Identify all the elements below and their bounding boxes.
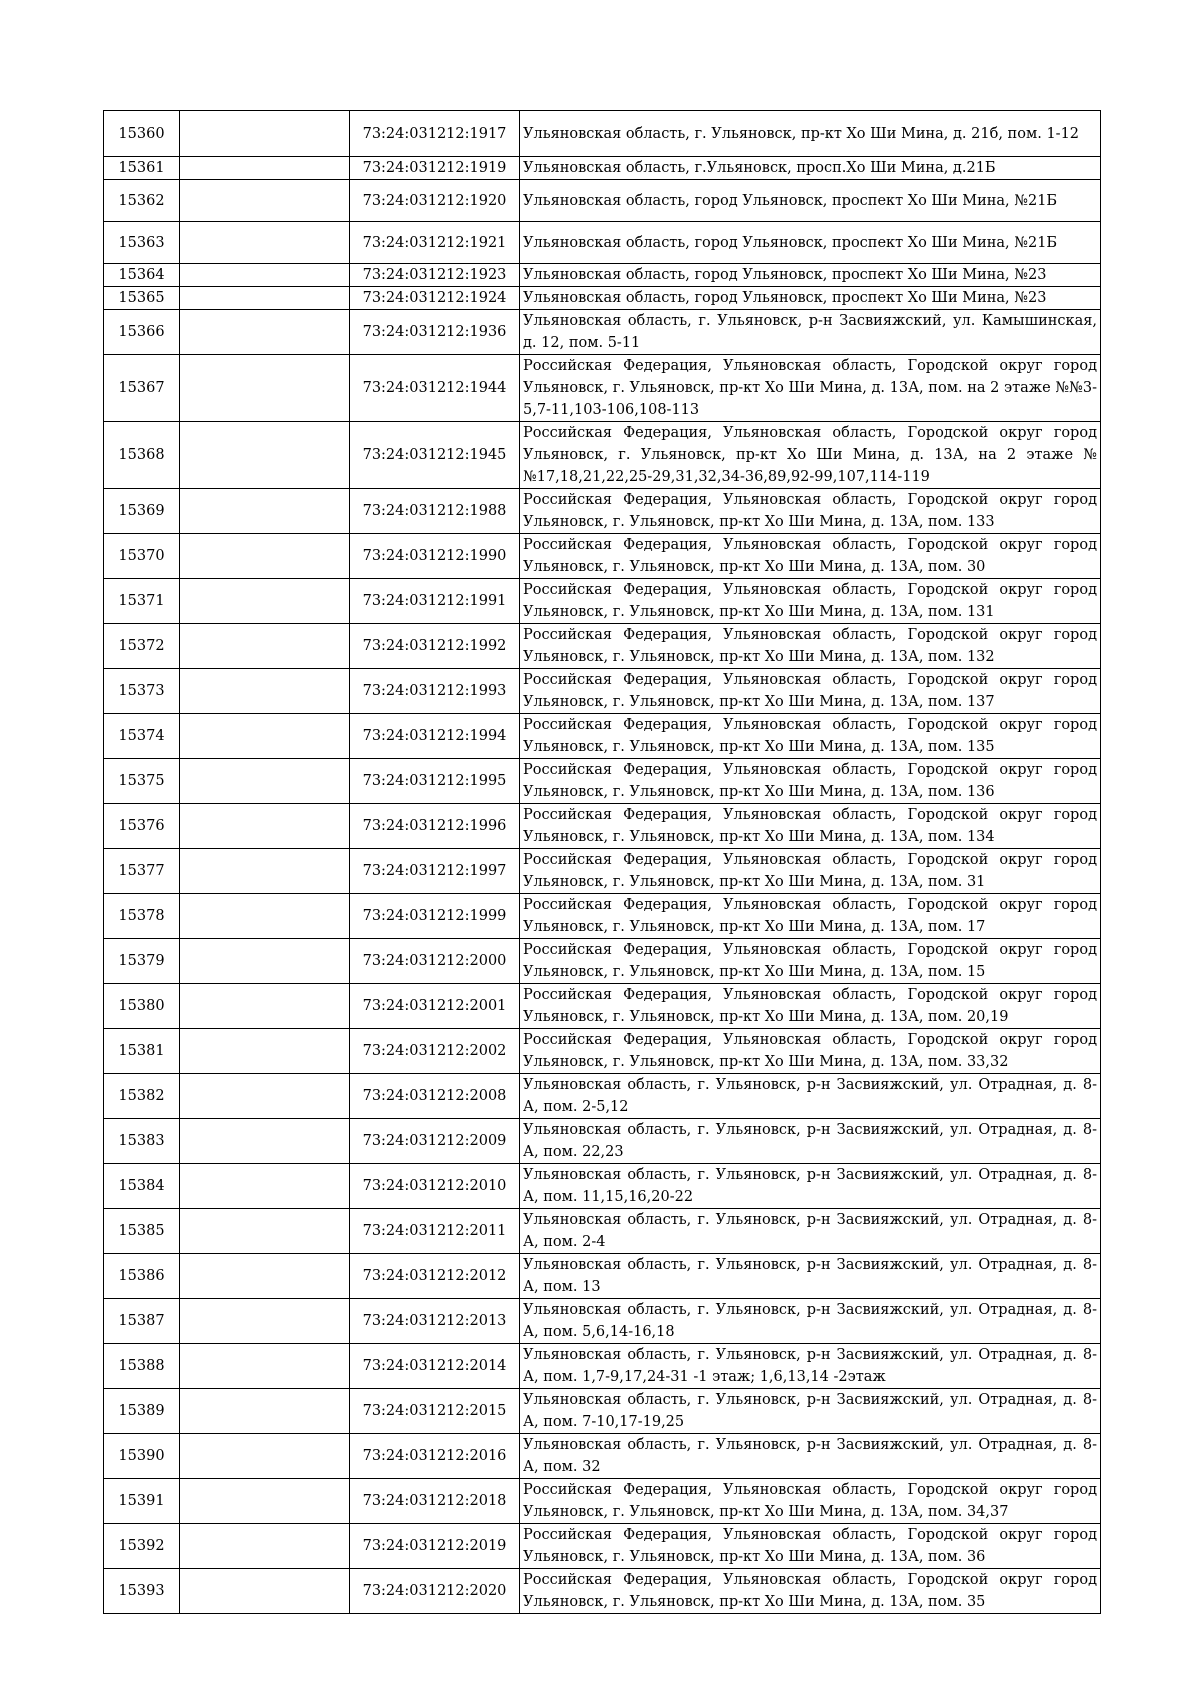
row-number-cell: 15392 bbox=[104, 1524, 180, 1569]
table-row bbox=[104, 287, 1101, 310]
table-row bbox=[104, 984, 1101, 1029]
address-cell: Ульяновская область, г. Ульяновск, р-н Засвияжский, ул. Отрадная, д. 8-А, пом. 7-10,17-19,25 bbox=[520, 1389, 1101, 1434]
row-number-cell: 15387 bbox=[104, 1299, 180, 1344]
table-row bbox=[104, 111, 1101, 157]
address-cell: Российская Федерация, Ульяновская область, Городской округ город Ульяновск, г. Ульяновск, пр-кт Хо Ши Мина, д. 13А, пом. 133 bbox=[520, 489, 1101, 534]
cadastral-number-cell: 73:24:031212:2014 bbox=[350, 1344, 520, 1389]
cadastral-number-cell: 73:24:031212:1999 bbox=[350, 894, 520, 939]
address-cell: Российская Федерация, Ульяновская область, Городской округ город Ульяновск, г. Ульяновск, пр-кт Хо Ши Мина, д. 13А, на 2 этаже №№17,18,21,22,25-29,31,32,34-36,89,92-99,107,114-119 bbox=[520, 422, 1101, 489]
empty-cell bbox=[180, 422, 350, 489]
cadastral-number-cell: 73:24:031212:1997 bbox=[350, 849, 520, 894]
empty-cell bbox=[180, 534, 350, 579]
address-cell: Ульяновская область, г. Ульяновск, р-н Засвияжский, ул. Отрадная, д. 8-А, пом. 11,15,16,20-22 bbox=[520, 1164, 1101, 1209]
table-row bbox=[104, 355, 1101, 422]
cadastral-number-cell: 73:24:031212:1990 bbox=[350, 534, 520, 579]
table-row bbox=[104, 759, 1101, 804]
row-number-cell: 15367 bbox=[104, 355, 180, 422]
cadastral-number-cell: 73:24:031212:1944 bbox=[350, 355, 520, 422]
row-number-cell: 15365 bbox=[104, 287, 180, 310]
address-cell: Российская Федерация, Ульяновская область, Городской округ город Ульяновск, г. Ульяновск, пр-кт Хо Ши Мина, д. 13А, пом. 132 bbox=[520, 624, 1101, 669]
empty-cell bbox=[180, 1164, 350, 1209]
cadastral-number-cell: 73:24:031212:1991 bbox=[350, 579, 520, 624]
row-number-cell: 15364 bbox=[104, 264, 180, 287]
address-cell: Ульяновская область, г. Ульяновск, р-н Засвияжский, ул. Отрадная, д. 8-А, пом. 2-5,12 bbox=[520, 1074, 1101, 1119]
empty-cell bbox=[180, 1299, 350, 1344]
address-cell: Ульяновская область, г. Ульяновск, р-н Засвияжский, ул. Отрадная, д. 8-А, пом. 22,23 bbox=[520, 1119, 1101, 1164]
row-number-cell: 15381 bbox=[104, 1029, 180, 1074]
cadastral-number-cell: 73:24:031212:1988 bbox=[350, 489, 520, 534]
empty-cell bbox=[180, 894, 350, 939]
address-cell: Российская Федерация, Ульяновская область, Городской округ город Ульяновск, г. Ульяновск, пр-кт Хо Ши Мина, д. 13А, пом. 20,19 bbox=[520, 984, 1101, 1029]
empty-cell bbox=[180, 310, 350, 355]
cadastral-number-cell: 73:24:031212:1921 bbox=[350, 222, 520, 264]
row-number-cell: 15388 bbox=[104, 1344, 180, 1389]
address-cell: Ульяновская область, город Ульяновск, проспект Хо Ши Мина, №23 bbox=[520, 287, 1101, 310]
row-number-cell: 15360 bbox=[104, 111, 180, 157]
row-number-cell: 15393 bbox=[104, 1569, 180, 1614]
cadastral-number-cell: 73:24:031212:2020 bbox=[350, 1569, 520, 1614]
empty-cell bbox=[180, 157, 350, 180]
cadastral-number-cell: 73:24:031212:2018 bbox=[350, 1479, 520, 1524]
empty-cell bbox=[180, 287, 350, 310]
table-row bbox=[104, 1029, 1101, 1074]
cadastral-number-cell: 73:24:031212:2015 bbox=[350, 1389, 520, 1434]
address-cell: Ульяновская область, г. Ульяновск, р-н Засвияжский, ул. Камышинская, д. 12, пом. 5-11 bbox=[520, 310, 1101, 355]
empty-cell bbox=[180, 984, 350, 1029]
empty-cell bbox=[180, 1029, 350, 1074]
address-cell: Ульяновская область, г. Ульяновск, пр-кт Хо Ши Мина, д. 21б, пом. 1-12 bbox=[520, 111, 1101, 157]
cadastral-number-cell: 73:24:031212:2011 bbox=[350, 1209, 520, 1254]
row-number-cell: 15371 bbox=[104, 579, 180, 624]
address-cell: Российская Федерация, Ульяновская область, Городской округ город Ульяновск, г. Ульяновск, пр-кт Хо Ши Мина, д. 13А, пом. 134 bbox=[520, 804, 1101, 849]
empty-cell bbox=[180, 264, 350, 287]
address-cell: Ульяновская область, город Ульяновск, проспект Хо Ши Мина, №23 bbox=[520, 264, 1101, 287]
registry-table bbox=[103, 110, 1101, 1614]
cadastral-number-cell: 73:24:031212:1945 bbox=[350, 422, 520, 489]
table-row bbox=[104, 222, 1101, 264]
address-cell: Российская Федерация, Ульяновская область, Городской округ город Ульяновск, г. Ульяновск, пр-кт Хо Ши Мина, д. 13А, пом. 35 bbox=[520, 1569, 1101, 1614]
cadastral-number-cell: 73:24:031212:1920 bbox=[350, 180, 520, 222]
registry-table-body bbox=[104, 111, 1101, 1614]
table-row bbox=[104, 1434, 1101, 1479]
address-cell: Российская Федерация, Ульяновская область, Городской округ город Ульяновск, г. Ульяновск, пр-кт Хо Ши Мина, д. 13А, пом. 136 bbox=[520, 759, 1101, 804]
table-row bbox=[104, 894, 1101, 939]
address-cell: Ульяновская область, г. Ульяновск, р-н Засвияжский, ул. Отрадная, д. 8-А, пом. 5,6,14-16,18 bbox=[520, 1299, 1101, 1344]
address-cell: Российская Федерация, Ульяновская область, Городской округ город Ульяновск, г. Ульяновск, пр-кт Хо Ши Мина, д. 13А, пом. 31 bbox=[520, 849, 1101, 894]
row-number-cell: 15372 bbox=[104, 624, 180, 669]
empty-cell bbox=[180, 1434, 350, 1479]
empty-cell bbox=[180, 939, 350, 984]
empty-cell bbox=[180, 1569, 350, 1614]
row-number-cell: 15370 bbox=[104, 534, 180, 579]
empty-cell bbox=[180, 1074, 350, 1119]
cadastral-number-cell: 73:24:031212:1936 bbox=[350, 310, 520, 355]
address-cell: Российская Федерация, Ульяновская область, Городской округ город Ульяновск, г. Ульяновск, пр-кт Хо Ши Мина, д. 13А, пом. 30 bbox=[520, 534, 1101, 579]
address-cell: Ульяновская область, г. Ульяновск, р-н Засвияжский, ул. Отрадная, д. 8-А, пом. 32 bbox=[520, 1434, 1101, 1479]
empty-cell bbox=[180, 355, 350, 422]
empty-cell bbox=[180, 669, 350, 714]
table-row bbox=[104, 422, 1101, 489]
empty-cell bbox=[180, 624, 350, 669]
row-number-cell: 15361 bbox=[104, 157, 180, 180]
row-number-cell: 15363 bbox=[104, 222, 180, 264]
address-cell: Ульяновская область, г. Ульяновск, р-н Засвияжский, ул. Отрадная, д. 8-А, пом. 1,7-9,17,24-31 -1 этаж; 1,6,13,14 -2этаж bbox=[520, 1344, 1101, 1389]
row-number-cell: 15386 bbox=[104, 1254, 180, 1299]
cadastral-number-cell: 73:24:031212:2001 bbox=[350, 984, 520, 1029]
row-number-cell: 15375 bbox=[104, 759, 180, 804]
row-number-cell: 15390 bbox=[104, 1434, 180, 1479]
table-row bbox=[104, 264, 1101, 287]
empty-cell bbox=[180, 804, 350, 849]
empty-cell bbox=[180, 1209, 350, 1254]
table-row bbox=[104, 1074, 1101, 1119]
table-row bbox=[104, 1389, 1101, 1434]
address-cell: Ульяновская область, город Ульяновск, проспект Хо Ши Мина, №21Б bbox=[520, 180, 1101, 222]
cadastral-number-cell: 73:24:031212:2000 bbox=[350, 939, 520, 984]
table-row bbox=[104, 714, 1101, 759]
address-cell: Российская Федерация, Ульяновская область, Городской округ город Ульяновск, г. Ульяновск, пр-кт Хо Ши Мина, д. 13А, пом. 137 bbox=[520, 669, 1101, 714]
row-number-cell: 15362 bbox=[104, 180, 180, 222]
cadastral-number-cell: 73:24:031212:1993 bbox=[350, 669, 520, 714]
table-row bbox=[104, 534, 1101, 579]
address-cell: Ульяновская область, город Ульяновск, проспект Хо Ши Мина, №21Б bbox=[520, 222, 1101, 264]
table-row bbox=[104, 157, 1101, 180]
address-cell: Ульяновская область, г. Ульяновск, р-н Засвияжский, ул. Отрадная, д. 8-А, пом. 2-4 bbox=[520, 1209, 1101, 1254]
row-number-cell: 15385 bbox=[104, 1209, 180, 1254]
row-number-cell: 15377 bbox=[104, 849, 180, 894]
cadastral-number-cell: 73:24:031212:2013 bbox=[350, 1299, 520, 1344]
empty-cell bbox=[180, 714, 350, 759]
empty-cell bbox=[180, 759, 350, 804]
table-row bbox=[104, 180, 1101, 222]
cadastral-number-cell: 73:24:031212:1919 bbox=[350, 157, 520, 180]
row-number-cell: 15366 bbox=[104, 310, 180, 355]
empty-cell bbox=[180, 1254, 350, 1299]
table-row bbox=[104, 624, 1101, 669]
address-cell: Российская Федерация, Ульяновская область, Городской округ город Ульяновск, г. Ульяновск, пр-кт Хо Ши Мина, д. 13А, пом. 33,32 bbox=[520, 1029, 1101, 1074]
table-row bbox=[104, 1119, 1101, 1164]
row-number-cell: 15389 bbox=[104, 1389, 180, 1434]
table-row bbox=[104, 849, 1101, 894]
row-number-cell: 15380 bbox=[104, 984, 180, 1029]
table-row bbox=[104, 1569, 1101, 1614]
cadastral-number-cell: 73:24:031212:1995 bbox=[350, 759, 520, 804]
row-number-cell: 15379 bbox=[104, 939, 180, 984]
cadastral-number-cell: 73:24:031212:2008 bbox=[350, 1074, 520, 1119]
row-number-cell: 15384 bbox=[104, 1164, 180, 1209]
empty-cell bbox=[180, 849, 350, 894]
address-cell: Российская Федерация, Ульяновская область, Городской округ город Ульяновск, г. Ульяновск, пр-кт Хо Ши Мина, д. 13А, пом. 131 bbox=[520, 579, 1101, 624]
table-row bbox=[104, 310, 1101, 355]
cadastral-number-cell: 73:24:031212:2009 bbox=[350, 1119, 520, 1164]
row-number-cell: 15369 bbox=[104, 489, 180, 534]
address-cell: Российская Федерация, Ульяновская область, Городской округ город Ульяновск, г. Ульяновск, пр-кт Хо Ши Мина, д. 13А, пом. 135 bbox=[520, 714, 1101, 759]
row-number-cell: 15373 bbox=[104, 669, 180, 714]
empty-cell bbox=[180, 1479, 350, 1524]
empty-cell bbox=[180, 1344, 350, 1389]
cadastral-number-cell: 73:24:031212:2012 bbox=[350, 1254, 520, 1299]
row-number-cell: 15376 bbox=[104, 804, 180, 849]
cadastral-number-cell: 73:24:031212:1994 bbox=[350, 714, 520, 759]
address-cell: Российская Федерация, Ульяновская область, Городской округ город Ульяновск, г. Ульяновск, пр-кт Хо Ши Мина, д. 13А, пом. 36 bbox=[520, 1524, 1101, 1569]
table-row bbox=[104, 1344, 1101, 1389]
row-number-cell: 15391 bbox=[104, 1479, 180, 1524]
table-row bbox=[104, 669, 1101, 714]
table-row bbox=[104, 1524, 1101, 1569]
address-cell: Российская Федерация, Ульяновская область, Городской округ город Ульяновск, г. Ульяновск, пр-кт Хо Ши Мина, д. 13А, пом. 34,37 bbox=[520, 1479, 1101, 1524]
cadastral-number-cell: 73:24:031212:2019 bbox=[350, 1524, 520, 1569]
empty-cell bbox=[180, 579, 350, 624]
row-number-cell: 15383 bbox=[104, 1119, 180, 1164]
address-cell: Российская Федерация, Ульяновская область, Городской округ город Ульяновск, г. Ульяновск, пр-кт Хо Ши Мина, д. 13А, пом. 17 bbox=[520, 894, 1101, 939]
table-row bbox=[104, 1479, 1101, 1524]
empty-cell bbox=[180, 222, 350, 264]
table-row bbox=[104, 489, 1101, 534]
table-row bbox=[104, 939, 1101, 984]
row-number-cell: 15368 bbox=[104, 422, 180, 489]
empty-cell bbox=[180, 180, 350, 222]
table-row bbox=[104, 1164, 1101, 1209]
address-cell: Ульяновская область, г. Ульяновск, р-н Засвияжский, ул. Отрадная, д. 8-А, пом. 13 bbox=[520, 1254, 1101, 1299]
cadastral-number-cell: 73:24:031212:2016 bbox=[350, 1434, 520, 1479]
cadastral-number-cell: 73:24:031212:2010 bbox=[350, 1164, 520, 1209]
table-row bbox=[104, 1254, 1101, 1299]
cadastral-number-cell: 73:24:031212:1917 bbox=[350, 111, 520, 157]
empty-cell bbox=[180, 1524, 350, 1569]
table-row bbox=[104, 579, 1101, 624]
table-row bbox=[104, 1209, 1101, 1254]
address-cell: Российская Федерация, Ульяновская область, Городской округ город Ульяновск, г. Ульяновск, пр-кт Хо Ши Мина, д. 13А, пом. на 2 этаже №№3-5,7-11,103-106,108-113 bbox=[520, 355, 1101, 422]
empty-cell bbox=[180, 111, 350, 157]
cadastral-number-cell: 73:24:031212:2002 bbox=[350, 1029, 520, 1074]
table-row bbox=[104, 804, 1101, 849]
cadastral-number-cell: 73:24:031212:1924 bbox=[350, 287, 520, 310]
table-row bbox=[104, 1299, 1101, 1344]
row-number-cell: 15374 bbox=[104, 714, 180, 759]
empty-cell bbox=[180, 1389, 350, 1434]
cadastral-number-cell: 73:24:031212:1992 bbox=[350, 624, 520, 669]
cadastral-number-cell: 73:24:031212:1996 bbox=[350, 804, 520, 849]
address-cell: Ульяновская область, г.Ульяновск, просп.Хо Ши Мина, д.21Б bbox=[520, 157, 1101, 180]
address-cell: Российская Федерация, Ульяновская область, Городской округ город Ульяновск, г. Ульяновск, пр-кт Хо Ши Мина, д. 13А, пом. 15 bbox=[520, 939, 1101, 984]
row-number-cell: 15378 bbox=[104, 894, 180, 939]
empty-cell bbox=[180, 1119, 350, 1164]
empty-cell bbox=[180, 489, 350, 534]
cadastral-number-cell: 73:24:031212:1923 bbox=[350, 264, 520, 287]
row-number-cell: 15382 bbox=[104, 1074, 180, 1119]
